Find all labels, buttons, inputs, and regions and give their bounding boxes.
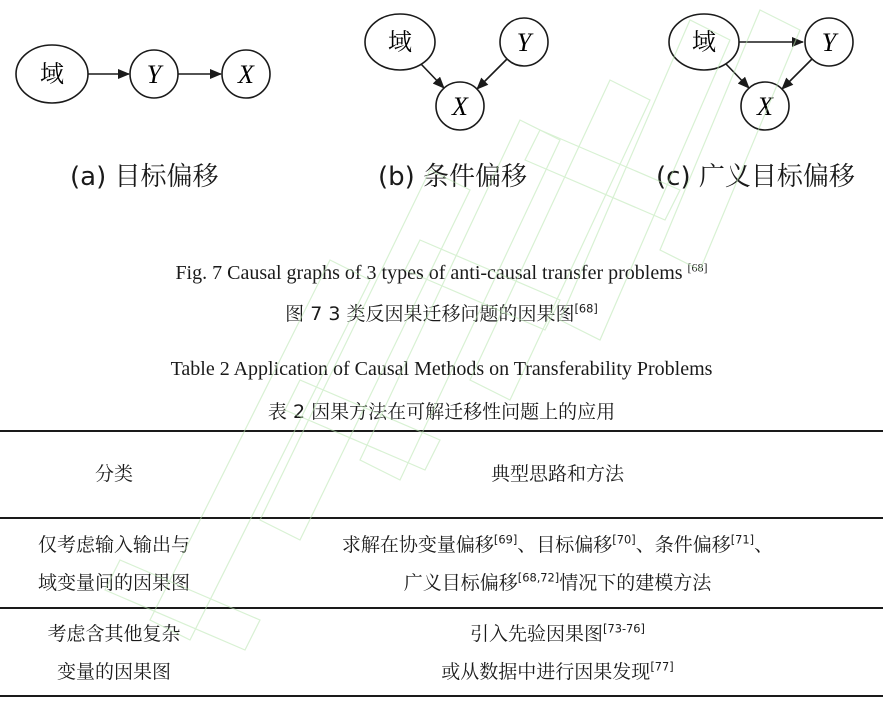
table-top-rule xyxy=(0,430,883,432)
table-row-2-methods-line2 xyxy=(232,653,883,691)
y-node-label: Y xyxy=(146,60,162,89)
table-row-1-category-line2: 域变量间的因果图 xyxy=(37,572,190,594)
citation-ref: [71] xyxy=(730,532,755,547)
method-text: 或从数据中进行因果发现 xyxy=(441,661,651,683)
x-node-label: X xyxy=(452,92,468,121)
table-row-1-category-line1: 仅考虑输入输出与 xyxy=(37,534,190,556)
figure-caption-en-ref: [68] xyxy=(687,260,708,275)
figure-caption-zh xyxy=(0,299,883,326)
method-text: 求解在协变量偏移 xyxy=(341,534,494,556)
citation-ref: [73-76] xyxy=(603,621,645,636)
diagram-b xyxy=(365,14,548,130)
table-caption-zh: 表 2 因果方法在可解迁移性问题上的应用 xyxy=(267,401,616,423)
citation-ref: [77] xyxy=(650,659,674,674)
table-row-1-methods-line2 xyxy=(232,564,883,602)
diagram-b-label: (b) 条件偏移 xyxy=(378,162,528,192)
diagram-c xyxy=(669,14,853,130)
diagram-a-label: (a) 目标偏移 xyxy=(70,162,219,192)
table-row-1-methods-line1 xyxy=(232,526,883,564)
figure-caption-zh-text: 图 7 3 类反因果迁移问题的因果图 xyxy=(285,303,575,325)
y-node-label: Y xyxy=(821,28,837,57)
table-header-category: 分类 xyxy=(94,463,133,485)
domain-node-label: 域 xyxy=(40,60,64,88)
table-header-methods: 典型思路和方法 xyxy=(490,463,624,485)
method-text: 、目标偏移 xyxy=(517,534,613,556)
table-caption-en: Table 2 Application of Causal Methods on Transferability Problems xyxy=(170,358,713,380)
table-row-2-methods-line1 xyxy=(232,615,883,653)
table-header-rule xyxy=(0,517,883,519)
method-text: 广义目标偏移 xyxy=(403,572,518,594)
table-row-rule xyxy=(0,607,883,609)
figure-caption-en-text: Fig. 7 Causal graphs of 3 types of anti-causal transfer problems xyxy=(175,262,688,284)
domain-node-label: 域 xyxy=(692,28,716,56)
table-row-2-category-line2: 变量的因果图 xyxy=(56,661,171,683)
method-text: 、条件偏移 xyxy=(635,534,731,556)
domain-node-label: 域 xyxy=(388,28,412,56)
edge-domain-x xyxy=(726,64,749,88)
citation-ref: [70] xyxy=(612,532,636,547)
table-row-2-category-line1: 考虑含其他复杂 xyxy=(47,623,181,645)
diagram-a xyxy=(16,45,270,103)
method-text: 、 xyxy=(754,534,774,556)
edge-y-x xyxy=(782,59,812,89)
citation-ref: [68,72] xyxy=(517,570,560,585)
citation-ref: [69] xyxy=(493,532,518,547)
x-node-label: X xyxy=(238,60,254,89)
edge-y-x xyxy=(477,59,507,89)
figure-caption-zh-ref: [68] xyxy=(574,301,598,316)
method-text: 引入先验因果图 xyxy=(469,623,603,645)
edge-domain-x xyxy=(421,64,444,88)
table-bottom-rule xyxy=(0,695,883,697)
figure-caption-en xyxy=(0,262,883,285)
y-node-label: Y xyxy=(516,28,532,57)
method-text: 情况下的建模方法 xyxy=(559,572,712,594)
x-node-label: X xyxy=(757,92,773,121)
diagram-c-label: (c) 广义目标偏移 xyxy=(656,162,855,192)
